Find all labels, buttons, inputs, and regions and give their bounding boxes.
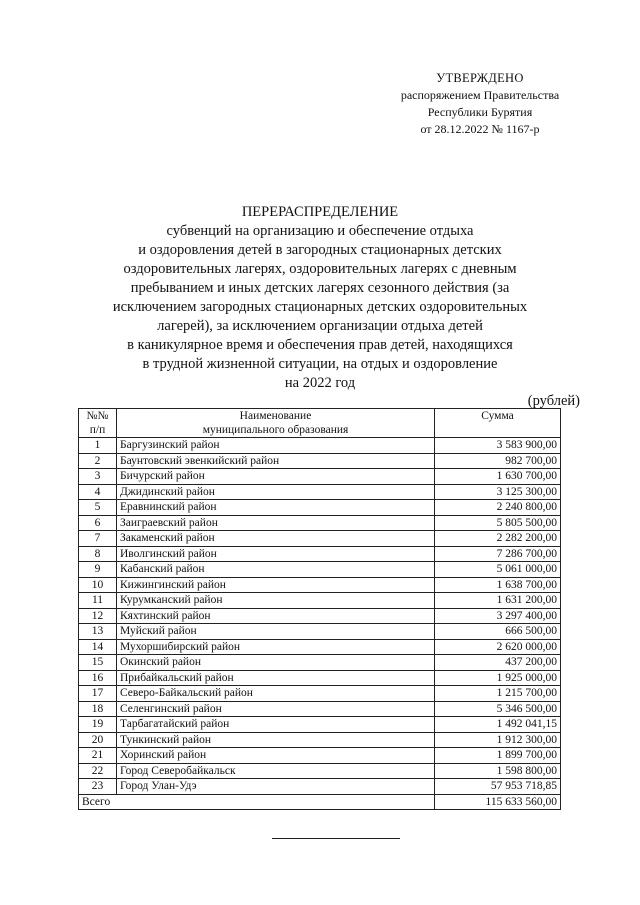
table-row [79,655,561,671]
table-row [79,701,561,717]
row-sum: 3 583 900,00 [435,438,561,454]
title-line: лагерей), за исключением организации отдыха детей [157,318,483,334]
row-sum: 1 899 700,00 [435,748,561,764]
approval-line-1: распоряжением Правительства [400,88,560,102]
row-municipality: Джидинский район [117,484,435,500]
row-number: 18 [79,701,117,717]
table-row [79,779,561,795]
row-sum: 1 925 000,00 [435,670,561,686]
row-number: 9 [79,562,117,578]
row-number: 13 [79,624,117,640]
table-row [79,717,561,733]
total-label: Всего [79,794,435,810]
row-sum: 7 286 700,00 [435,546,561,562]
row-municipality: Закаменский район [117,531,435,547]
title-line: в каникулярное время и обеспечения прав детей, находящихся [127,337,513,353]
approval-line-3: от 28.12.2022 № 1167-р [420,122,540,136]
row-number: 15 [79,655,117,671]
row-sum: 2 620 000,00 [435,639,561,655]
row-sum: 5 346 500,00 [435,701,561,717]
row-sum: 57 953 718,85 [435,779,561,795]
row-number: 11 [79,593,117,609]
row-municipality: Прибайкальский район [117,670,435,686]
table-row [79,639,561,655]
row-number: 10 [79,577,117,593]
table-row [79,469,561,485]
title-line: исключением загородных стационарных детских оздоровительных [112,299,528,315]
table-row [79,546,561,562]
row-sum: 1 631 200,00 [435,593,561,609]
row-sum: 1 215 700,00 [435,686,561,702]
row-sum: 1 638 700,00 [435,577,561,593]
row-sum: 3 297 400,00 [435,608,561,624]
table-row [79,500,561,516]
row-sum: 437 200,00 [435,655,561,671]
header-name-line-1: Наименование [239,410,312,422]
row-sum: 666 500,00 [435,624,561,640]
table-row [79,608,561,624]
title-line: на 2022 год [284,375,356,391]
row-municipality: Иволгинский район [117,546,435,562]
header-number-line-2: п/п [89,424,106,436]
table-row [79,593,561,609]
row-sum: 1 492 041,15 [435,717,561,733]
row-municipality: Курумканский район [117,593,435,609]
row-municipality: Кяхтинский район [117,608,435,624]
title-line: субвенций на организацию и обеспечение отдыха [166,223,474,239]
row-municipality: Кижингинский район [117,577,435,593]
row-municipality: Селенгинский район [117,701,435,717]
row-sum: 3 125 300,00 [435,484,561,500]
row-sum: 982 700,00 [435,453,561,469]
table-row [79,732,561,748]
row-municipality: Баргузинский район [117,438,435,454]
header-number-line-1: №№ [86,410,109,422]
row-number: 23 [79,779,117,795]
table-row [79,453,561,469]
row-sum: 2 240 800,00 [435,500,561,516]
row-sum: 1 598 800,00 [435,763,561,779]
row-number: 19 [79,717,117,733]
row-number: 3 [79,469,117,485]
row-municipality: Баунтовский эвенкийский район [117,453,435,469]
row-sum: 5 805 500,00 [435,515,561,531]
table-row [79,577,561,593]
row-number: 22 [79,763,117,779]
row-number: 14 [79,639,117,655]
subsidies-table [78,408,561,810]
total-sum: 115 633 560,00 [435,794,561,810]
row-municipality: Кабанский район [117,562,435,578]
row-municipality: Город Улан-Удэ [117,779,435,795]
approval-stamp [380,70,580,138]
title-main: ПЕРЕРАСПРЕДЕЛЕНИЕ [241,204,399,220]
table-row [79,484,561,500]
row-municipality: Тарбагатайский район [117,717,435,733]
row-municipality: Заиграевский район [117,515,435,531]
row-number: 7 [79,531,117,547]
row-number: 21 [79,748,117,764]
signature-divider [272,838,400,839]
row-number: 16 [79,670,117,686]
row-municipality: Бичурский район [117,469,435,485]
row-number: 5 [79,500,117,516]
table-row [79,515,561,531]
title-line: оздоровительных лагерях, оздоровительных лагерях с дневным [123,261,517,277]
header-name-line-2: муниципального образования [202,424,349,436]
table-row [79,686,561,702]
row-number: 17 [79,686,117,702]
row-number: 4 [79,484,117,500]
row-municipality: Тункинский район [117,732,435,748]
row-number: 12 [79,608,117,624]
table-row [79,562,561,578]
row-municipality: Хоринский район [117,748,435,764]
row-municipality: Город Северобайкальск [117,763,435,779]
header-sum: Сумма [435,409,561,438]
header-number [79,409,117,438]
title-line: пребыванием и иных детских лагерях сезонного действия (за [130,280,510,296]
row-number: 20 [79,732,117,748]
total-row [79,794,561,810]
document-title [60,203,580,393]
row-number: 1 [79,438,117,454]
approval-heading: УТВЕРЖДЕНО [436,71,524,85]
row-municipality: Муйский район [117,624,435,640]
table-row [79,748,561,764]
row-number: 8 [79,546,117,562]
row-sum: 1 630 700,00 [435,469,561,485]
row-sum: 5 061 000,00 [435,562,561,578]
row-municipality: Еравнинский район [117,500,435,516]
row-number: 2 [79,453,117,469]
header-name [117,409,435,438]
table-header-row [79,409,561,438]
table-row [79,670,561,686]
row-municipality: Мухоршибирский район [117,639,435,655]
units-label: (рублей) [527,393,580,409]
row-number: 6 [79,515,117,531]
row-municipality: Окинский район [117,655,435,671]
row-sum: 2 282 200,00 [435,531,561,547]
table-body [79,438,561,810]
table-row [79,763,561,779]
approval-line-2: Республики Бурятия [427,105,533,119]
table-row [79,438,561,454]
row-municipality: Северо-Байкальский район [117,686,435,702]
title-line: в трудной жизненной ситуации, на отдых и оздоровление [142,356,498,372]
title-line: и оздоровления детей в загородных стационарных детских [138,242,502,258]
table-row [79,624,561,640]
table-row [79,531,561,547]
row-sum: 1 912 300,00 [435,732,561,748]
